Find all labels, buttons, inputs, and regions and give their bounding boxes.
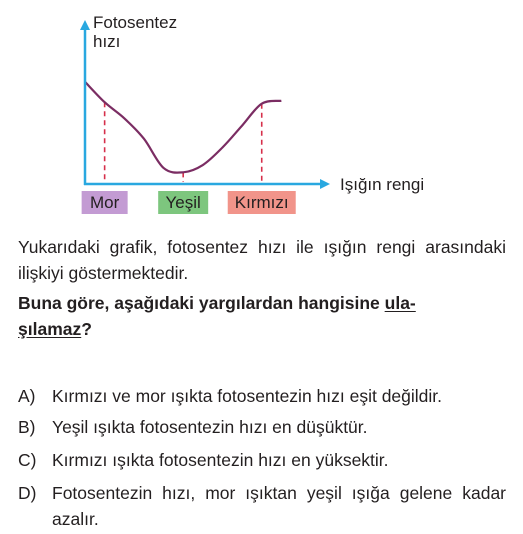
option-text: Kırmızı ışıkta fotosentezin hızı en yüksektir.: [52, 450, 389, 470]
x-axis-arrow-icon: [320, 179, 330, 189]
x-axis-label: Işığın rengi: [340, 175, 425, 194]
option-a[interactable]: [18, 383, 506, 409]
question-underlined-2: şılamaz: [18, 319, 82, 339]
option-letter: C): [18, 450, 37, 470]
option-letter: D): [18, 483, 37, 503]
series-line: [85, 82, 281, 173]
category-labels: [82, 191, 296, 214]
option-b[interactable]: [18, 414, 506, 440]
y-axis-label-line-1: Fotosentez: [93, 13, 178, 32]
chart: [0, 0, 523, 230]
question-text: [18, 290, 506, 342]
category-label: Yeşil: [165, 193, 201, 212]
category-label: Kırmızı: [234, 193, 289, 212]
y-axis-label-line-2: hızı: [93, 32, 121, 51]
option-letter: A): [18, 386, 36, 406]
option-text: Yeşil ışıkta fotosentezin hızı en düşüktür.: [52, 417, 368, 437]
question-lead: Buna göre, aşağıdaki yargılardan hangisine: [18, 293, 385, 313]
y-axis-arrow-icon: [80, 20, 90, 30]
option-letter: B): [18, 417, 36, 437]
option-d[interactable]: [18, 480, 506, 532]
option-c[interactable]: [18, 447, 506, 473]
option-text: Kırmızı ve mor ışıkta fotosentezin hızı eşit değildir.: [52, 386, 443, 406]
question-underlined-1: ula-: [384, 293, 416, 313]
option-text: Fotosentezin hızı, mor ışıktan yeşil ışığa gelene kadar azalır.: [52, 483, 506, 529]
chart-guides: [105, 102, 262, 182]
question-end: ?: [81, 319, 92, 339]
category-label: Mor: [89, 193, 120, 212]
intro-text: Yukarıdaki grafik, fotosentez hızı ile ışığın rengi arasındaki ilişkiyi göstermektedir.: [18, 237, 506, 283]
